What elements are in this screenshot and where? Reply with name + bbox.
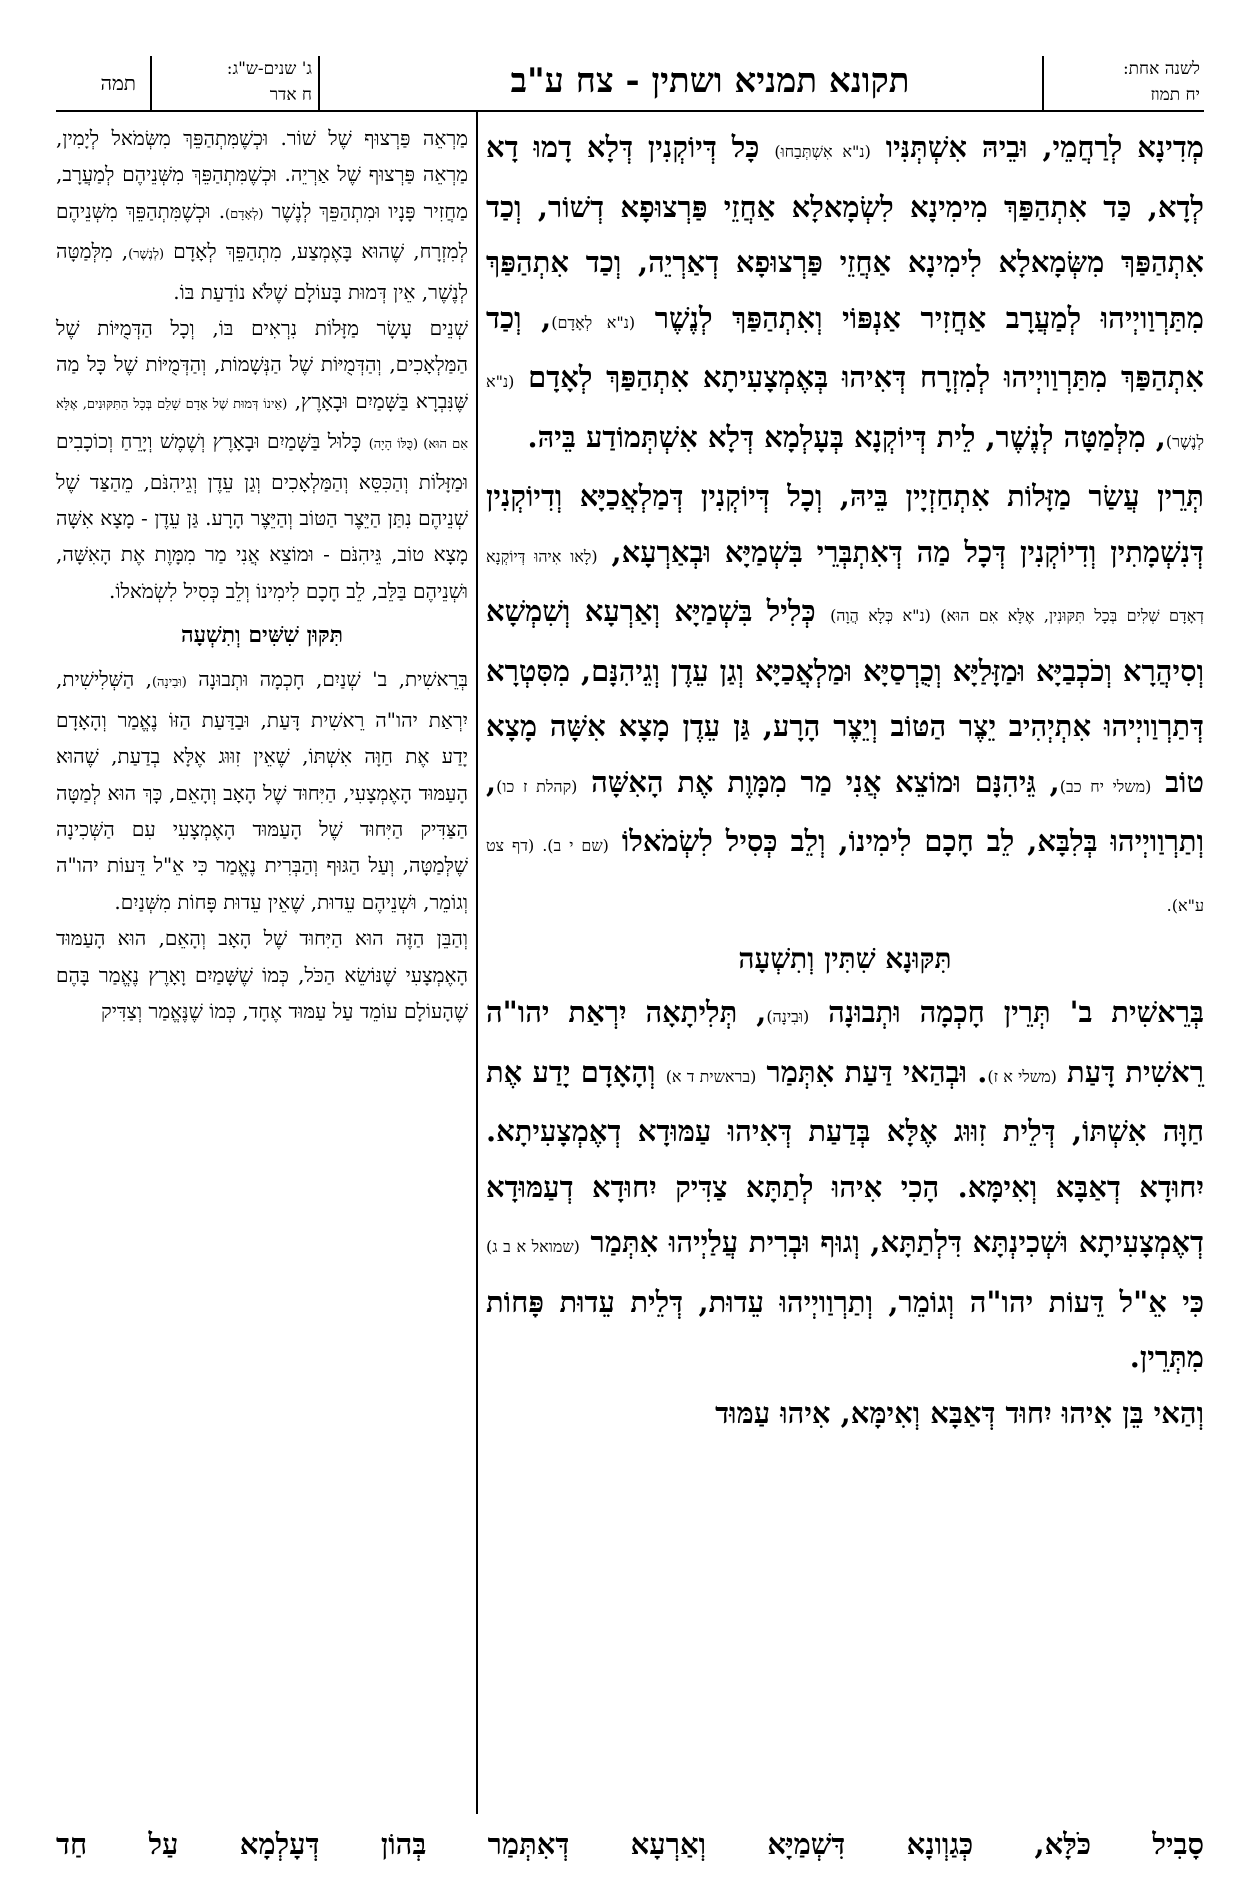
side-paragraph-1: מַרְאֵה פַּרְצוּף שֶׁל שׁוֹר. וּכְשֶׁמִּתְהַפֵּךְ מִשְּׂמֹאל לְיָמִין, מַרְאֵה פַּרְצוּף שֶׁל אַרְיֵה. וּכְשֶׁמִּתְהַפֵּךְ מִשְּׁנֵיהֶם לְמַעֲרָב, מַחֲזִיר פָּנָיו וּמִתְהַפֵּךְ לְנֶשֶׁר (לְאָדָם). וּכְשֶׁמִּתְהַפֵּךְ מִשְּׁנֵיהֶם לְמִזְרָח, שֶׁהוּא בָּאֶמְצַע, מִתְהַפֵּךְ לְאָדָם (לְנֶשֶׁר), מִלְּמַטָּה לְנֶשֶׁר, אֵין דְּמוּת בָּעוֹלָם שֶׁלֹּא נוֹדַעַת בּוֹ. bbox=[56, 126, 469, 304]
continuation-line: סָבִיל כֹּלָּא, כְּגַוְונָא דִּשְׁמַיָּא וְאַרְעָא דְּאִתְּמַר בְּהוֹן דְּעָלְמָא עַל חַד bbox=[56, 1827, 1204, 1861]
page-number: תמה bbox=[100, 71, 136, 95]
side-paragraph-2: שְׁנֵים עָשָׂר מַזָּלוֹת נִרְאִים בּוֹ, וְכָל הַדְּמֻיּוֹת שֶׁל הַמַּלְאָכִים, וְהַדְּמֻיּוֹת שֶׁל הַנְּשָׁמוֹת, וְהַדְּמֻיּוֹת שֶׁל כָּל מַה שֶּׁנִּבְרָא בַּשָּׁמַיִם וּבָאָרֶץ, (אֵינוֹ דְּמוּת שֶׁל אָדָם שָׁלֵם בְּכָל הַתִּקּוּנִים, אֶלָּא אִם הוּא) (כֻּלּוֹ הָיָה) כָּלוּל בַּשָּׁמַיִם וּבָאָרֶץ וְשֶׁמֶשׁ וְיָרֵחַ וְכוֹכָבִים וּמַזָּלוֹת וְהַכִּסֵּא וְהַמַּלְאָכִים וְגַן עֵדֶן וְגֵיהִנֹּם, מֵהַצַּד שֶׁל שְׁנֵיהֶם נִתַּן הַיֵּצֶר הַטּוֹב וְהַיֵּצֶר הָרָע. גַּן עֵדֶן - מָצָא אִשָּׁה מָצָא טוֹב, גֵּיהִנֹּם - וּמוֹצֵא אֲנִי מַר מִמָּוֶת אֶת הָאִשָּׁה, וּשְׁנֵיהֶם בַּלֵּב, לֵב חָכָם לִימִינוֹ וְלֵב כְּסִיל לִשְׂמֹאלוֹ. bbox=[56, 316, 468, 603]
header-date: יח תמוז bbox=[1150, 85, 1200, 105]
header-divider-right bbox=[1042, 56, 1044, 112]
main-column bbox=[486, 120, 1204, 1810]
side-paragraph-4: וְהַבֵּן הַזֶּה הוּא הַיִּחוּד שֶׁל הָאָב וְהָאֵם, הוּא הָעַמּוּד הָאֶמְצָעִי שֶׁנּוֹשֵׂא הַכֹּל, כְּמוֹ שֶׁשָּׁמַיִם וָאָרֶץ נֶאֱמַר בָּהֶם שֶׁהָעוֹלָם עוֹמֵד עַל עַמּוּד אֶחָד, כְּמוֹ שֶׁנֶּאֱמַר וְצַדִּיק bbox=[56, 926, 468, 1023]
main-section-title: תִּקּוּנָא שִׁתִּין וְתִשְׁעָה bbox=[738, 942, 952, 975]
main-paragraph-3: בְּרֵאשִׁית ב' תְּרֵין חָכְמָה וּתְבוּנָה (וּבִינָה), תְּלִיתָאָה יִרְאַת יהו"ה רֵאשִׁית דָּעַת (משלי א ז). וּבְהַאי דַּעַת אִתְּמַר (בראשית ד א) וְהָאָדָם יָדַע אֶת חַוָּה אִשְׁתּוֹ, דְּלֵית זִוּוּג אֶלָּא בְּדַעַת דְּאִיהוּ עַמּוּדָא דְאֶמְצָעִיתָא. יִחוּדָא דְאַבָּא וְאִימָּא. הָכִי אִיהוּ לְתַתָּא צַדִּיק יִחוּדָא דְעַמּוּדָא דְאֶמְצָעִיתָא וּשְׁכִינְתָּא דִּלְתַתָּא, וְגוּף וּבְרִית עֲלַיְיהוּ אִתְּמַר (שמואל א ב ג) כִּי אֵ"ל דֵּעוֹת יהו"ה וְגוֹמֵר, וְתַרְוַויְיהוּ עֵדוּת, דְּלֵית עֵדוּת פָּחוֹת מִתְּרֵין. bbox=[486, 995, 1204, 1374]
header-date-box bbox=[1090, 56, 1200, 116]
main-paragraph-1: מְדִינָא לְרַחֲמֵי, וּבֵיהּ אִשְׁתְּנִּיו (נ"א אִשְׁתְּבַחוּ) כָּל דְּיוֹקְנִין דְּלָא דָמוּ דָא לְדָא, כַּד אִתְהַפַּךְ מִימִינָא לִשְׂמָאלָא אַחֲזֵי פַּרְצוּפָא דְשׁוֹר, וְכַד אִתְהַפַּךְ מִשְּׂמָאלָא לִימִינָא אַחֲזֵי פַּרְצוּפָא דְאַרְיֵה, וְכַד אִתְהַפַּךְ מִתַּרְוַויְיהוּ לְמַעֲרָב אַחֲזִיר אַנְפּוֹי וְאִתְהַפַּךְ לְנֶשֶׁר (נ"א לְאָדָם), וְכַד אִתְהַפַּךְ מִתַּרְוַויְיהוּ לְמִזְרָח דְּאִיהוּ בְּאֶמְצָעִיתָא אִתְהַפַּךְ לְאָדָם (נ"א לְנֶשֶׁר), מִלְּמַטָּה לְנֶשֶׁר, לֵית דְּיוֹקְנָא בְּעָלְמָא דְּלָא אִשְׁתְּמוֹדַע בֵּיהּ. bbox=[486, 130, 1204, 454]
header-divider-folio bbox=[150, 56, 152, 112]
header-rule bbox=[56, 110, 1204, 112]
header-alt-schedule-label: ג' שנים-ש"ג: bbox=[226, 59, 312, 79]
header-schedule-label: לשנה אחת: bbox=[1122, 59, 1200, 79]
header-alt-date: ח אדר bbox=[269, 85, 312, 105]
side-section-title: תִּקּוּן שִׁשִּׁים וְתִשְׁעָה bbox=[180, 622, 344, 649]
header-alt-date-box bbox=[162, 56, 312, 116]
page-title: תקונא תמניא ושתין - צח ע"ב bbox=[510, 61, 910, 101]
column-divider bbox=[476, 112, 478, 1814]
side-paragraph-3: בְּרֵאשִׁית, ב' שְׁנַיִם, חָכְמָה וּתְבוּנָה (וּבִינָה), הַשְּׁלִישִׁית, יִרְאַת יהו"ה רֵאשִׁית דָּעַת, וּבַדַּעַת הַזּוֹ נֶאֱמַר וְהָאָדָם יָדַע אֶת חַוָּה אִשְׁתּוֹ, שֶׁאֵין זִוּוּג אֶלָּא בְדַעַת, שֶׁהוּא הָעַמּוּד הָאֶמְצָעִי, הַיִּחוּד שֶׁל הָאָב וְהָאֵם, כָּךְ הוּא לְמַטָּה הַצַּדִּיק הַיִּחוּד שֶׁל הָעַמּוּד הָאֶמְצָעִי עִם הַשְּׁכִינָה שֶׁלְּמַטָּה, וְעַל הַגּוּף וְהַבְּרִית נֶאֱמַר כִּי אֵ"ל דֵּעוֹת יהו"ה וְגוֹמֵר, וּשְׁנֵיהֶם עֵדוּת, שֶׁאֵין עֵדוּת פָּחוֹת מִשְּׁנַיִם. bbox=[56, 667, 469, 914]
main-paragraph-4: וְהַאי בֵּן אִיהוּ יִחוּד דְּאַבָּא וְאִימָּא, אִיהוּ עַמּוּד bbox=[715, 1395, 1204, 1430]
translation-column bbox=[56, 120, 468, 1810]
header-divider-left bbox=[318, 56, 320, 112]
main-paragraph-2: תְּרֵין עֲשַׂר מַזָּלוֹת אִתְחַזְיָין בֵּיהּ, וְכָל דְּיוֹקְנִין דְּמַלְאֲכַיָּא וְדִיוֹקְנִין דְּנִשְׁמָתִין וְדִיוֹקְנִין דְּכָל מַה דְּאִתְבְּרֵי בִּשְׁמַיָּא וּבְאַרְעָא, (לָאו אִיהוּ דְּיוֹקְנָא דְאָדָם שְׁלִים בְּכָל תִּקּוּנִין, אֶלָּא אִם הוּא) (נ"א כְּלָא הֲוָה) כְּלִיל בִּשְׁמַיָּא וְאַרְעָא וְשִׁמְשָׁא וְסִיהֲרָא וְכֹכְבַיָּא וּמַזָּלַיָּא וְכֻרְסַיָּא וּמַלְאֲכַיָּא וְגַן עֵדֶן וְגֵיהִנָּם, מִסִּטְרָא דְּתַרְוַויְיהוּ אִתְיְהִיב יֵצֶר הַטּוֹב וְיֵצֶר הָרָע, גַּן עֵדֶן מָצָא אִשָּׁה מָצָא טוֹב (משלי יח כב), גֵּיהִנָּם וּמוֹצֵא אֲנִי מַר מִמָּוֶת אֶת הָאִשָּׁה (קהלת ז כו), וְתַרְוַויְיהוּ בְּלִבָּא, לֵב חָכָם לִימִינוֹ, וְלֵב כְּסִיל לִשְׂמֹאלוֹ (שם י ב). (דף צט ע"א). bbox=[486, 479, 1205, 915]
